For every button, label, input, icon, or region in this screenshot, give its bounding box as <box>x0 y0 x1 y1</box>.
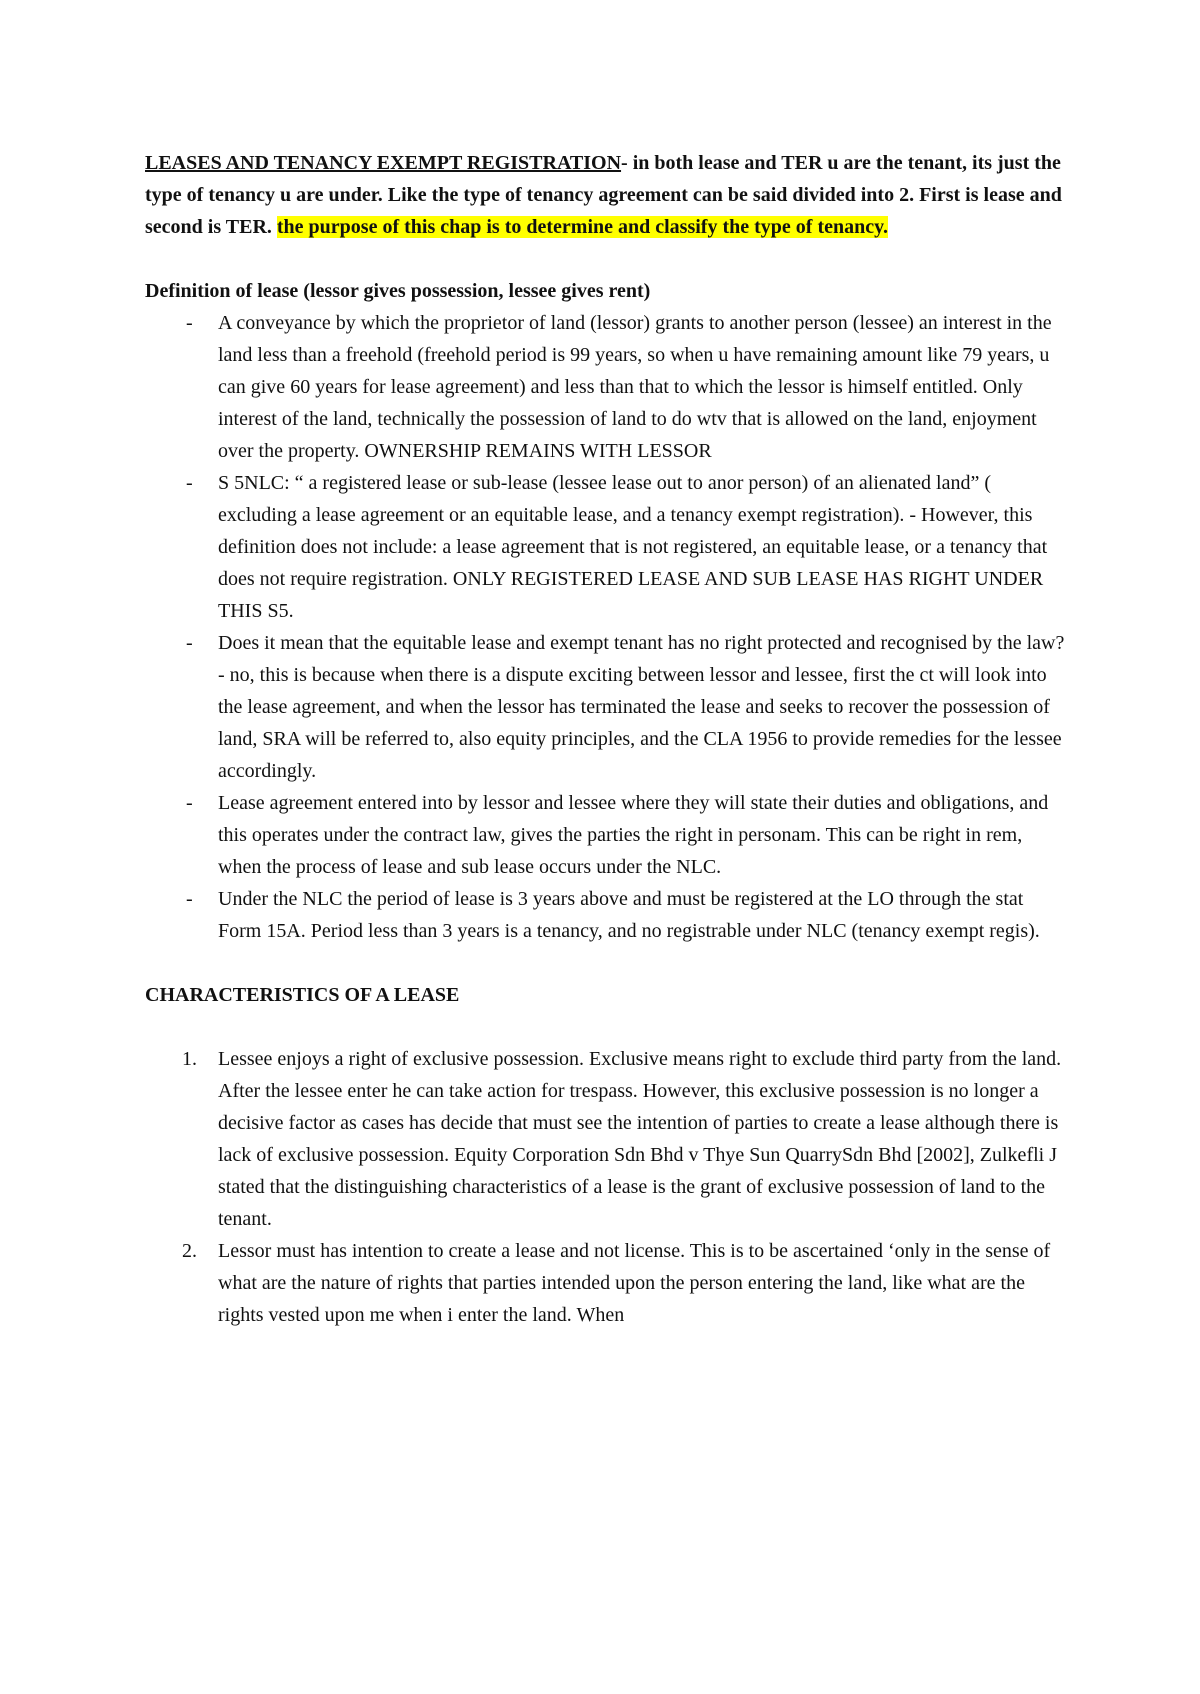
dash-bullet: - <box>186 888 193 910</box>
list-item-text: Lessee enjoys a right of exclusive possession. Exclusive means right to exclude third party from the land. After the lessee enter he can take action for trespass. However, this exclusive possession is no longer a decisive factor as cases has decide that must see the intention of parties to create a lease although there is lack of exclusive possession. Equity Corporation Sdn Bhd v Thye Sun QuarrySdn Bhd [2002], Zulkefli J stated that the distinguishing characteristics of a lease is the grant of exclusive possession of land to the tenant. <box>218 1048 1062 1230</box>
list-item <box>145 1235 1065 1331</box>
intro-paragraph <box>145 147 1065 243</box>
list-item <box>145 883 1065 947</box>
dash-bullet: - <box>186 312 193 334</box>
document-title: LEASES AND TENANCY EXEMPT REGISTRATION <box>145 152 622 174</box>
document-content <box>145 147 1065 1331</box>
dash-bullet: - <box>186 632 193 654</box>
list-item <box>145 787 1065 883</box>
characteristics-list <box>145 1043 1065 1331</box>
list-item-text: Lessor must has intention to create a lease and not license. This is to be ascertained ‘only in the sense of what are the nature of rights that parties intended upon the person entering the land, like what are the rights vested upon me when i enter the land. When <box>218 1240 1051 1326</box>
list-item-text: A conveyance by which the proprietor of land (lessor) grants to another person (lessee) an interest in the land less than a freehold (freehold period is 99 years, so when u have remaining amount like 79 years, u can give 60 years for lease agreement) and less than that to which the lessor is himself entitled. Only interest of the land, technically the possession of land to do wtv that is allowed on the land, enjoyment over the property. OWNERSHIP REMAINS WITH LESSOR <box>218 312 1052 462</box>
list-number: 2. <box>182 1240 197 1262</box>
list-item-text: Under the NLC the period of lease is 3 years above and must be registered at the LO through the stat Form 15A. Period less than 3 years is a tenancy, and no registrable under NLC (tenancy exempt regis). <box>218 888 1040 942</box>
list-item <box>145 307 1065 467</box>
definition-heading: Definition of lease (lessor gives possession, lessee gives rent) <box>145 280 651 302</box>
list-item <box>145 467 1065 627</box>
list-item <box>145 627 1065 787</box>
highlighted-purpose: the purpose of this chap is to determine and classify the type of tenancy. <box>276 216 888 238</box>
list-number: 1. <box>182 1048 197 1070</box>
characteristics-heading: CHARACTERISTICS OF A LEASE <box>145 984 460 1006</box>
definition-list <box>145 307 1065 947</box>
dash-bullet: - <box>186 472 193 494</box>
list-item-text: Lease agreement entered into by lessor and lessee where they will state their duties and obligations, and this operates under the contract law, gives the parties the right in personam. This can be right in rem, when the process of lease and sub lease occurs under the NLC. <box>218 792 1049 878</box>
dash-bullet: - <box>186 792 193 814</box>
list-item-text: Does it mean that the equitable lease and exempt tenant has no right protected and recognised by the law? - no, this is because when there is a dispute exciting between lessor and lessee, first the ct will look into the lease agreement, and when the lessor has terminated the lease and seeks to recover the possession of land, SRA will be referred to, also equity principles, and the CLA 1956 to provide remedies for the lessee accordingly. <box>218 632 1065 782</box>
list-item <box>145 1043 1065 1235</box>
intro-text: - in both lease and TER u are the tenant, its just the type of tenancy u are under. Like the type of tenancy agreement can be said divided into 2. First is lease and second is TER. <box>145 152 1062 238</box>
list-item-text: S 5NLC: “ a registered lease or sub-lease (lessee lease out to anor person) of an alienated land” ( excluding a lease agreement or an equitable lease, and a tenancy exempt registration). - However, this definition does not include: a lease agreement that is not registered, an equitable lease, or a tenancy that does not require registration. ONLY REGISTERED LEASE AND SUB LEASE HAS RIGHT UNDER THIS S5. <box>218 472 1048 622</box>
